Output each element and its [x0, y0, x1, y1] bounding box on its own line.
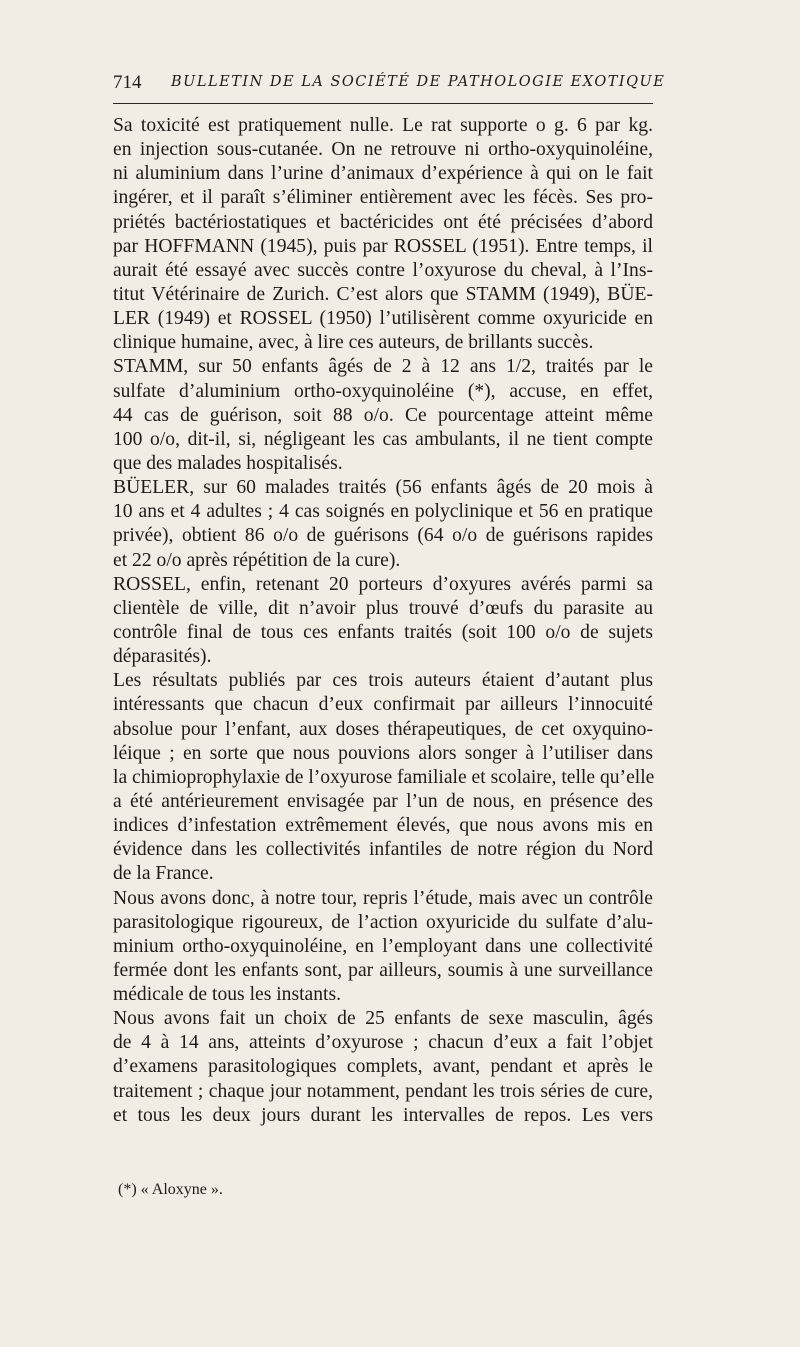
text-line: déparasités). [113, 646, 212, 668]
text-line: 44 cas de guérison, soit 88 o/o. Ce pourcentage atteint même [113, 404, 653, 426]
text-line: contrôle final de tous ces enfants traités (soit 100 o/o de sujets [113, 621, 653, 643]
text-line: 10 ans et 4 adultes ; 4 cas soignés en polyclinique et 56 en pratique [113, 501, 653, 523]
text-line: ROSSEL, enfin, retenant 20 porteurs d’oxyures avérés parmi sa [113, 573, 653, 595]
text-line: en injection sous-cutanée. On ne retrouve ni ortho-oxyquinoléine, [113, 139, 653, 161]
text-line: titut Vétérinaire de Zurich. C’est alors que STAMM (1949), BÜE- [113, 283, 653, 305]
text-line: priétés bactériostatiques et bactéricides ont été précisées d’abord [113, 211, 653, 233]
footnote: (*) « Aloxyne ». [118, 1181, 223, 1198]
body-text [113, 114, 653, 1128]
text-line: Nous avons donc, à notre tour, repris l’étude, mais avec un contrôle [113, 887, 653, 909]
text-line: BÜELER, sur 60 malades traités (56 enfants âgés de 20 mois à [113, 477, 653, 499]
text-line: aurait été essayé avec succès contre l’oxyurose du cheval, à l’Ins- [113, 259, 653, 281]
text-line: médicale de tous les instants. [113, 984, 341, 1006]
text-line: la chimioprophylaxie de l’oxyurose familiale et scolaire, telle qu’elle [113, 766, 655, 788]
text-line: STAMM, sur 50 enfants âgés de 2 à 12 ans 1/2, traités par le [113, 356, 653, 378]
text-line: Nous avons fait un choix de 25 enfants de sexe masculin, âgés [113, 1008, 653, 1030]
page-header [113, 72, 666, 98]
header-rule [113, 103, 653, 104]
text-line: sulfate d’aluminium ortho-oxyquinoléine (*), accuse, en effet, [113, 380, 653, 402]
text-line: léique ; en sorte que nous pouvions alors songer à l’utiliser dans [113, 742, 653, 764]
text-line: et 22 o/o après répétition de la cure). [113, 549, 401, 571]
text-line: indices d’infestation extrêmement élevés, que nous avons mis en [113, 815, 653, 837]
text-line: que des malades hospitalisés. [113, 452, 343, 474]
text-line: absolue pour l’enfant, aux doses thérapeutiques, de cet oxyquino- [113, 718, 653, 740]
text-line: fermée dont les enfants sont, par ailleurs, soumis à une surveillance [113, 959, 653, 981]
text-line: de 4 à 14 ans, atteints d’oxyurose ; chacun d’eux a fait l’objet [113, 1032, 653, 1054]
text-line: intéressants que chacun d’eux confirmait par ailleurs l’innocuité [113, 694, 653, 716]
text-line: et tous les deux jours durant les intervalles de repos. Les vers [113, 1104, 653, 1126]
text-line: clientèle de ville, dit n’avoir plus trouvé d’œufs du parasite au [113, 597, 653, 619]
text-line: traitement ; chaque jour notamment, pendant les trois séries de cure, [113, 1080, 653, 1102]
text-line: ni aluminium dans l’urine d’animaux d’expérience à qui on le fait [113, 163, 653, 185]
page-number: 714 [113, 72, 142, 93]
text-line: Les résultats publiés par ces trois auteurs étaient d’autant plus [113, 670, 653, 692]
text-line: LER (1949) et ROSSEL (1950) l’utilisèrent comme oxyuricide en [113, 308, 653, 330]
text-line: d’examens parasitologiques complets, avant, pendant et après le [113, 1056, 653, 1078]
text-line: a été antérieurement envisagée par l’un de nous, en présence des [113, 790, 653, 812]
text-line: de la France. [113, 863, 214, 885]
text-line: minium ortho-oxyquinoléine, en l’employant dans une collectivité [113, 935, 653, 957]
text-line: évidence dans les collectivités infantiles de notre région du Nord [113, 839, 653, 861]
text-line: ingérer, et il paraît s’éliminer entièrement avec les fécès. Ses pro- [113, 187, 653, 209]
text-line: privée), obtient 86 o/o de guérisons (64 o/o de guérisons rapides [113, 525, 653, 547]
text-line: Sa toxicité est pratiquement nulle. Le rat supporte o g. 6 par kg. [113, 115, 653, 136]
running-title: BULLETIN DE LA SOCIÉTÉ DE PATHOLOGIE EXOTIQUE [171, 74, 666, 90]
text-line: 100 o/o, dit-il, si, négligeant les cas ambulants, il ne tient compte [113, 428, 653, 450]
text-line: par HOFFMANN (1945), puis par ROSSEL (1951). Entre temps, il [113, 235, 653, 257]
text-line: parasitologique rigoureux, de l’action oxyuricide du sulfate d’alu- [113, 911, 653, 933]
text-line: clinique humaine, avec, à lire ces auteurs, de brillants succès. [113, 332, 594, 354]
